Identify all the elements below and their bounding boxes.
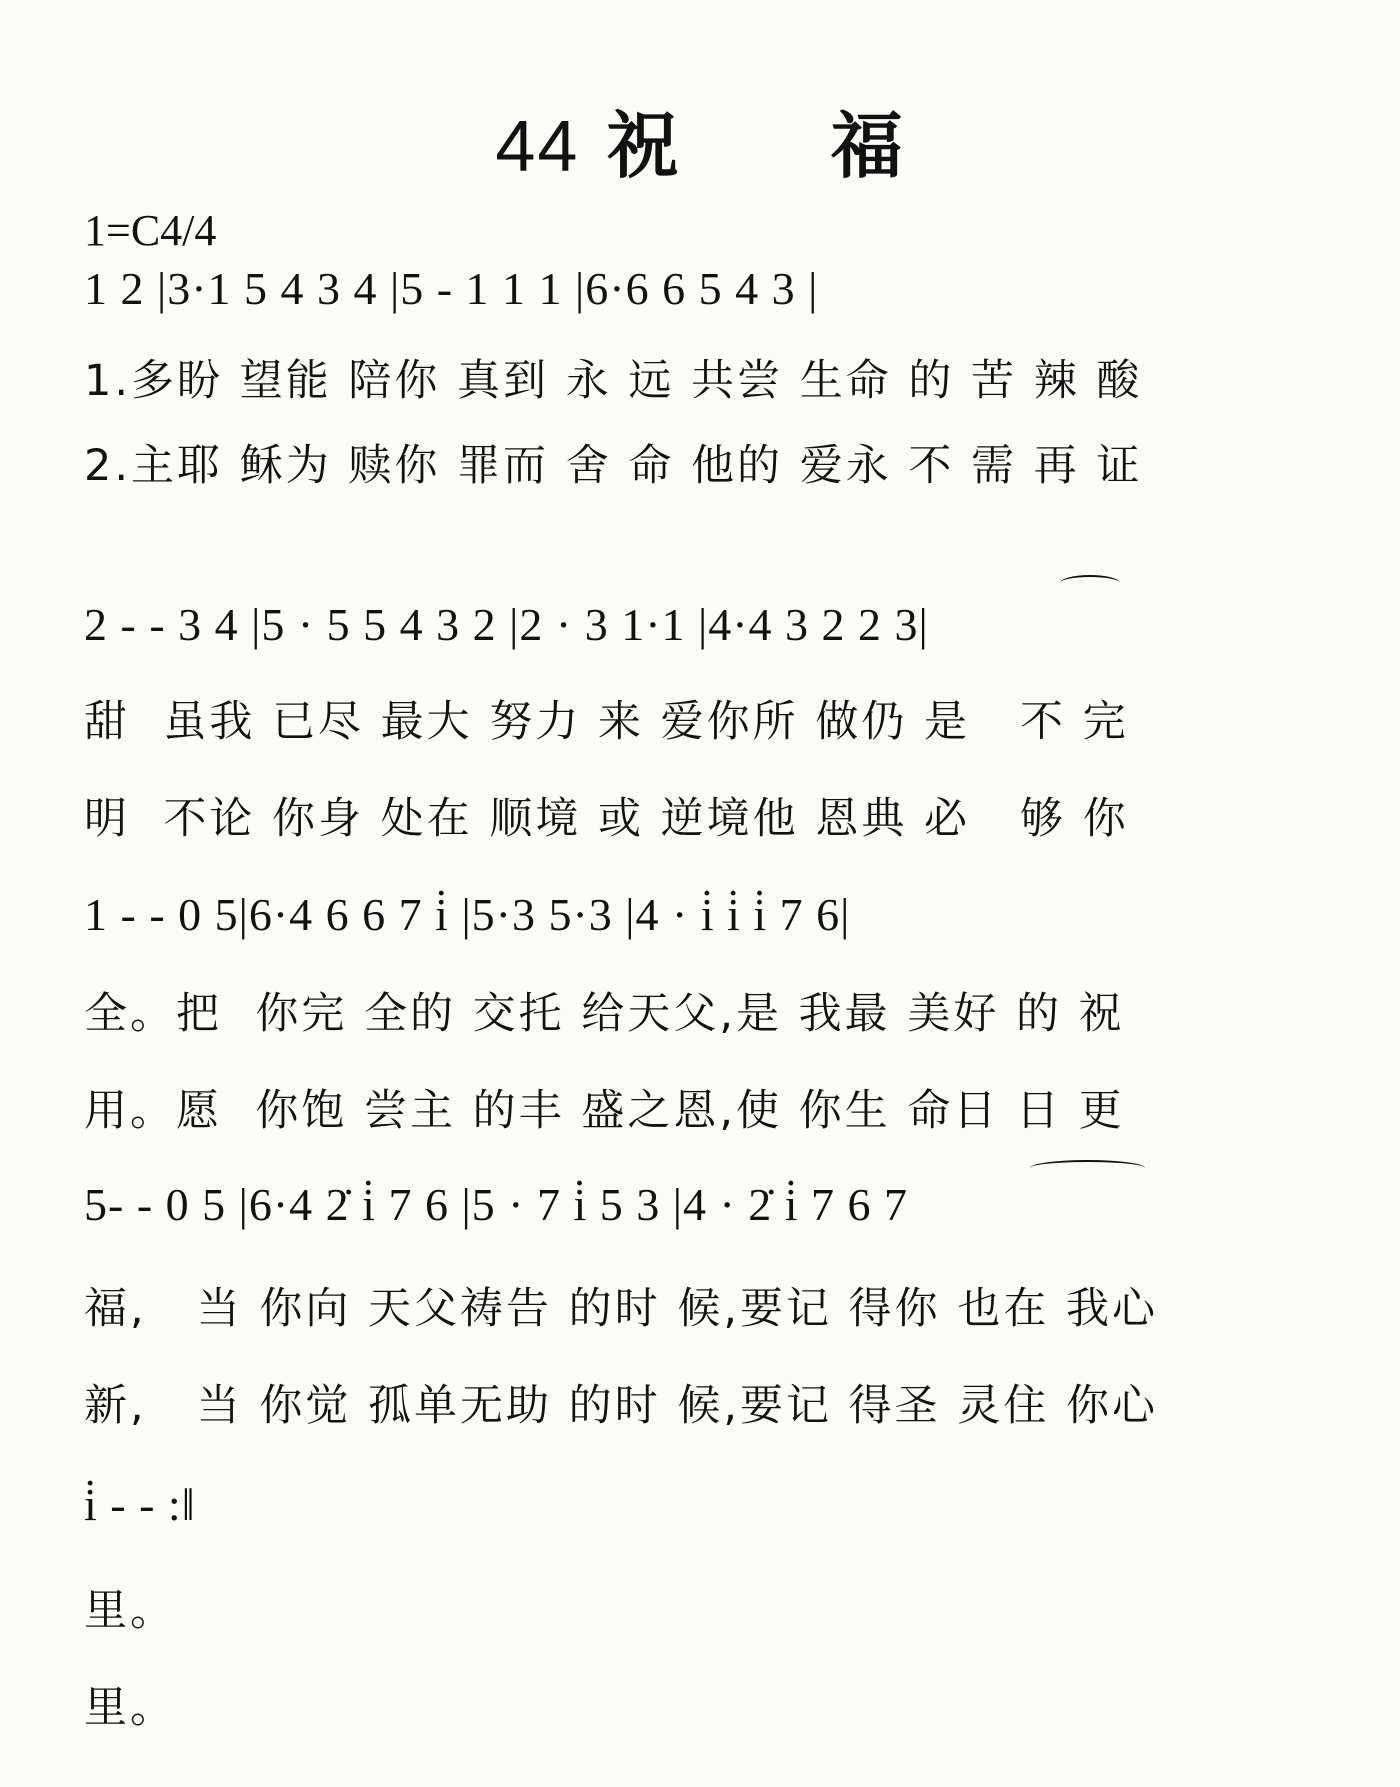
title-word-2: 福 (830, 103, 905, 188)
lyrics-line-2-verse-1: 甜 虽我 已尽 最大 努力 来 爱你所 做仍 是 不 完 (84, 697, 1129, 747)
lyrics-line-3-verse-2: 用。愿 你饱 尝主 的丰 盛之恩,使 你生 命日 日 更 (84, 1086, 1125, 1136)
song-number: 44 (495, 107, 580, 187)
song-title (0, 88, 1400, 192)
lyrics-line-1-verse-2: 2.主耶 稣为 赎你 罪而 舍 命 他的 爱永 不 需 再 证 (84, 441, 1143, 491)
tie-slur (1030, 1160, 1145, 1176)
lyrics-line-5-verse-2: 里。 (84, 1683, 176, 1733)
lyrics-line-4-verse-2: 新, 当 你觉 孤单无助 的时 候,要记 得圣 灵住 你心 (84, 1381, 1159, 1431)
lyrics-line-3-verse-1: 全。把 你完 全的 交托 给天父,是 我最 美好 的 祝 (84, 989, 1125, 1039)
notation-line-2: 2 - - 3 4 |5 · 5 5 4 3 2 |2 · 3 1·1 |4·4 3 2 2 3| (84, 599, 929, 650)
lyrics-line-4-verse-1: 福, 当 你向 天父祷告 的时 候,要记 得你 也在 我心 (84, 1284, 1159, 1334)
notation-line-1: 1 2 |3·1 5 4 3 4 |5 - 1 1 1 |6·6 6 5 4 3 | (84, 263, 819, 314)
lyrics-line-2-verse-2: 明 不论 你身 处在 顺境 或 逆境他 恩典 必 够 你 (84, 794, 1129, 844)
notation-line-5: i̇ - - :‖ (84, 1479, 196, 1530)
tie-slur (1060, 575, 1120, 591)
lyrics-line-5-verse-1: 里。 (84, 1586, 176, 1636)
notation-line-3: 1 - - 0 5|6·4 6 6 7 i̇ |5·3 5·3 |4 · i̇ i̇ i̇ 7 6| (84, 889, 851, 940)
lyrics-line-1-verse-1: 1.多盼 望能 陪你 真到 永 远 共尝 生命 的 苦 辣 酸 (84, 356, 1143, 406)
title-word-1: 祝 (606, 103, 681, 188)
key-signature: 1=C4/4 (84, 206, 217, 255)
notation-line-4: 5- - 0 5 |6·4 2̇ i̇ 7 6 |5 · 7 i̇ 5 3 |4 · 2̇ i̇ 7 6 7 (84, 1179, 909, 1230)
